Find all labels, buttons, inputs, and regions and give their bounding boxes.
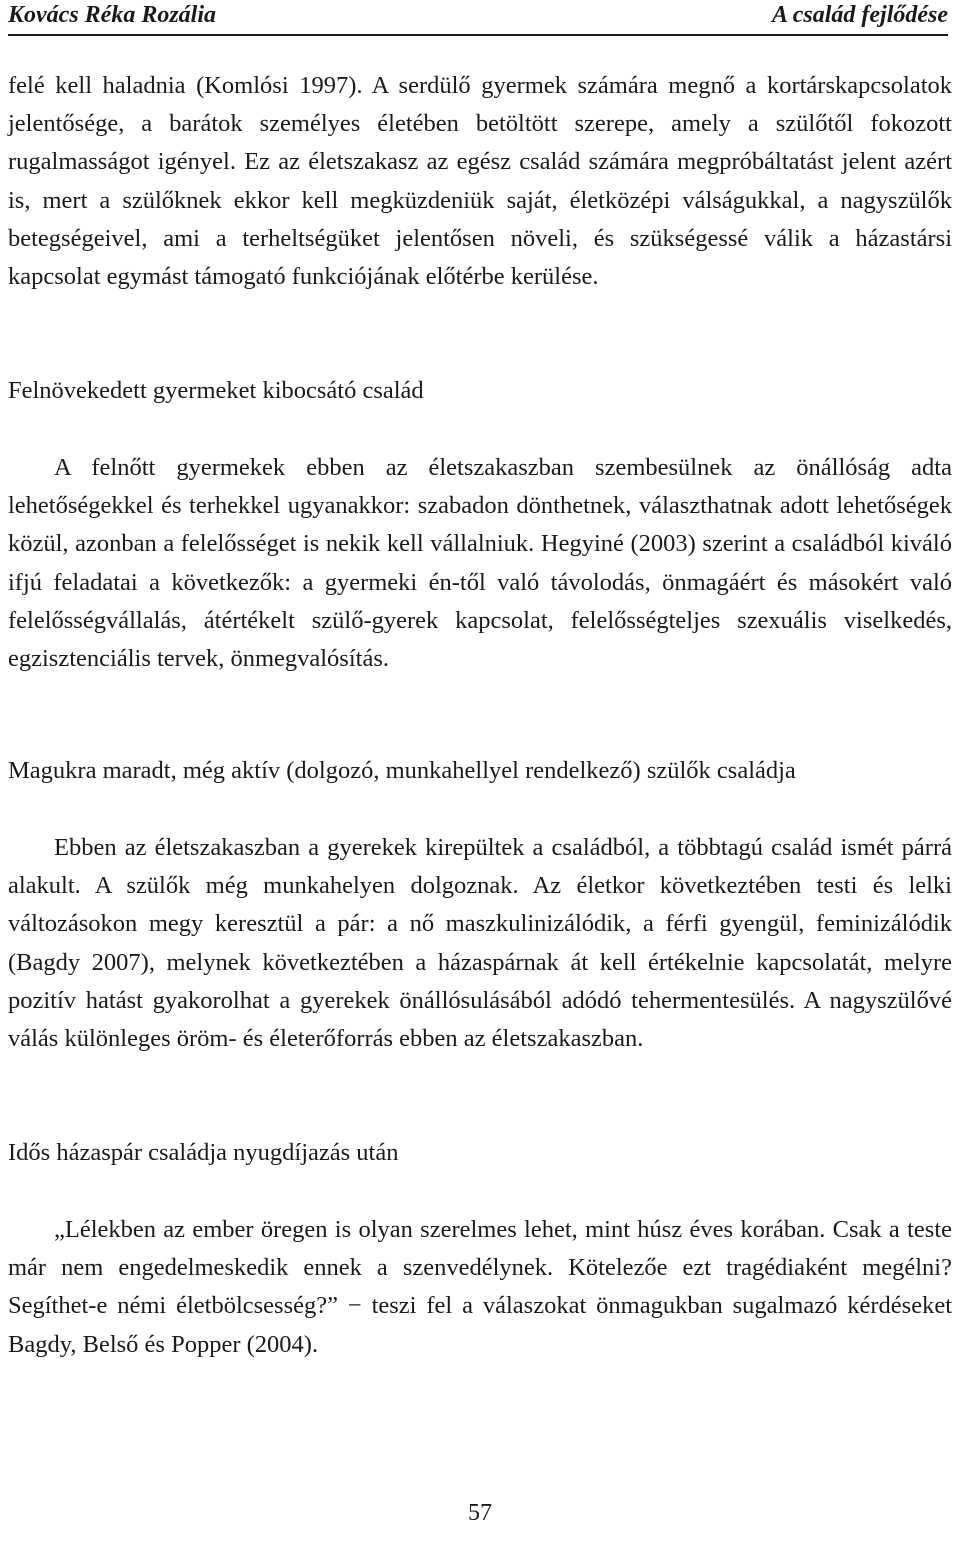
paragraph-4: „Lélekben az ember öregen is olyan szerelmes lehet, mint húsz éves korában. Csak a teste már nem engedelmeskedik ennek a szenvedélynek. Kötelezőe ezt tragédiaként megélni? Segíthet-e némi életbölcsesség?” − teszi fel a válaszokat önmagukban sugalmazó kérdéseket Bagdy, Belső és Popper (2004). [8, 1216, 952, 1358]
header-author: Kovács Réka Rozália [8, 2, 216, 28]
page-number: 57 [468, 1500, 492, 1526]
section-heading-3: Idős házaspár családja nyugdíjazás után [8, 1139, 399, 1166]
paragraph-3: Ebben az életszakaszban a gyerekek kirepültek a családból, a többtagú család ismét párrá alakult. A szülők még munkahelyen dolgoznak. Az életkor következtében testi és lelki változásokon megy keresztül a pár: a nő maszkulinizálódik, a férfi gyengül, feminizálódik (Bagdy 2007), melynek következtében a házaspárnak át kell értékelnie kapcsolatát, melyre pozitív hatást gyakorolhat a gyerekek önállósulásából adódó tehermentesülés. A nagyszülővé válás különleges öröm- és életerőforrás ebben az életszakaszban. [8, 834, 952, 1053]
section-heading-1: Felnövekedett gyermeket kibocsátó család [8, 377, 424, 404]
section-heading-2: Magukra maradt, még aktív (dolgozó, munkahellyel rendelkező) szülők családja [8, 757, 796, 784]
paragraph-1: felé kell haladnia (Komlósi 1997). A serdülő gyermek számára megnő a kortárskapcsolatok jelentősége, a barátok személyes életében betöltött szerepe, amely a szülőtől fokozott rugalmasságot igényel. Ez az életszakasz az egész család számára megpróbáltatást jelent azért is, mert a szülőknek ekkor kell megküzdeniük saját, életközépi válságukkal, a nagyszülők betegségeivel, ami a terheltségüket jelentősen növeli, és szükségessé válik a házastársi kapcsolat egymást támogató funkciójának előtérbe kerülése. [8, 72, 952, 291]
paragraph-2: A felnőtt gyermekek ebben az életszakaszban szembesülnek az önállóság adta lehetőségekkel és terhekkel ugyanakkor: szabadon dönthetnek, választhatnak adott lehetőségek közül, azonban a felelősséget is nekik kell vállalniuk. Hegyiné (2003) szerint a családból kiváló ifjú feladatai a következők: a gyermeki én-től való távolodás, önmagáért és másokért való felelősségvállalás, átértékelt szülő-gyerek kapcsolat, felelősségteljes szexuális viselkedés, egzisztenciális tervek, önmegvalósítás. [8, 454, 952, 673]
header-title: A család fejlődése [772, 2, 948, 28]
running-header [8, 0, 948, 36]
